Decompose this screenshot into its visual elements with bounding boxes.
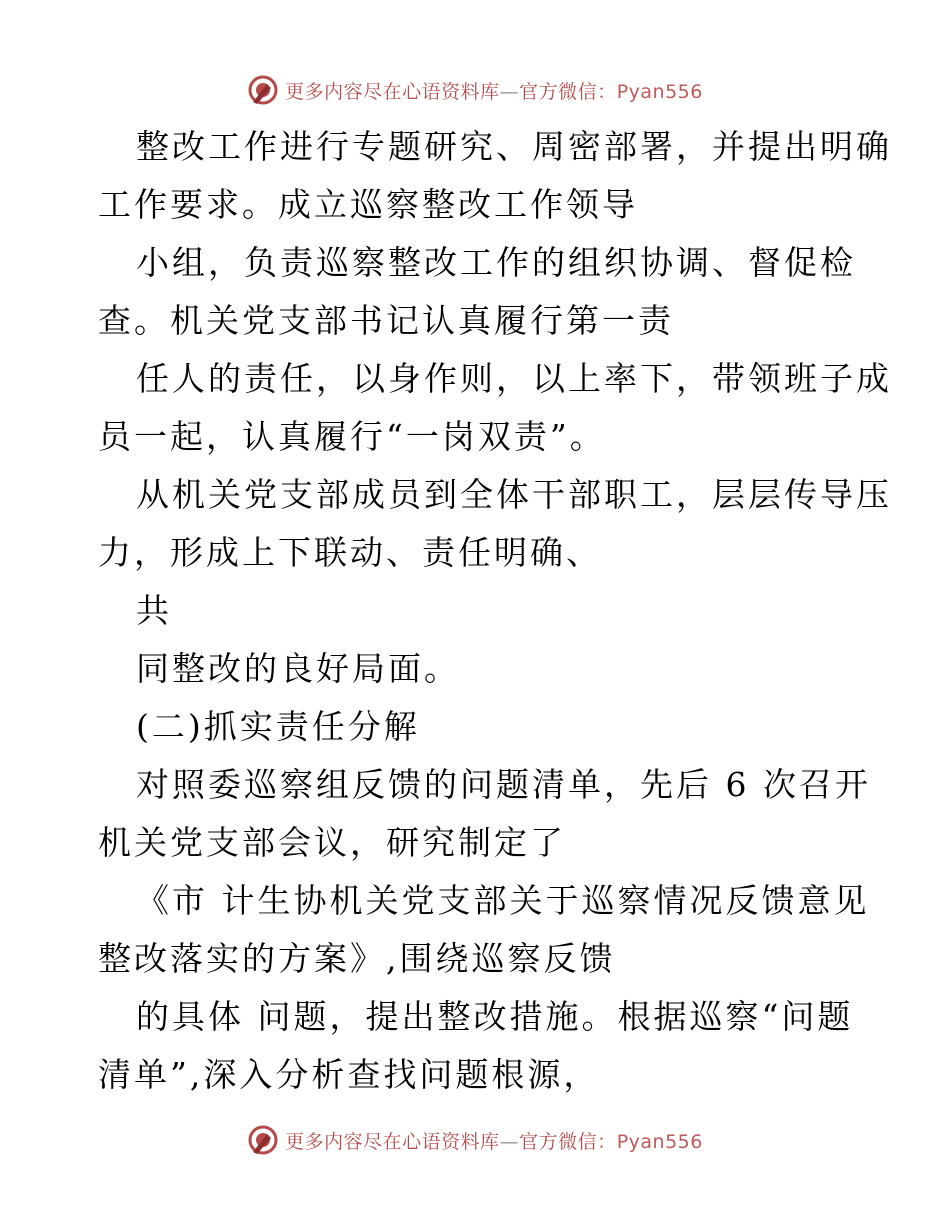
text-line: 力，形成上下联动、责任明确、 [98, 533, 602, 572]
text-line: 同整改的良好局面。 [136, 649, 460, 688]
text-line: 整改工作进行专题研究、周密部署，并提出明确 [136, 127, 892, 166]
header-watermark-banner [0, 70, 950, 110]
text-line: 对照委巡察组反馈的问题清单，先后 6 次召开 [136, 765, 871, 804]
banner-text: 更多内容尽在心语资料库—官方微信：Pyan556 [285, 80, 703, 103]
text-line: 任人的责任，以身作则，以上率下，带领班子成 [136, 359, 892, 398]
document-body [98, 118, 892, 1104]
text-line: 从机关党支部成员到全体干部职工，层层传导压 [136, 475, 892, 514]
text-line: 《市 计生协机关党支部关于巡察情况反馈意见 [136, 881, 870, 920]
footer-watermark-banner [0, 1120, 950, 1160]
text-line: 清单”,深入分析查找问题根源， [98, 1055, 600, 1094]
text-line: 小组，负责巡察整改工作的组织协调、督促检 [136, 243, 856, 282]
text-line: 员一起，认真履行“一岗双责”。 [98, 417, 606, 456]
banner-text: 更多内容尽在心语资料库—官方微信：Pyan556 [285, 1130, 703, 1153]
text-line: 查。机关党支部书记认真履行第一责 [98, 301, 674, 340]
text-line: 整改落实的方案》,围绕巡察反馈 [98, 939, 616, 978]
text-line: 机关党支部会议，研究制定了 [98, 823, 566, 862]
pen-logo-icon [247, 74, 279, 106]
text-line: (二)抓实责任分解 [136, 707, 420, 746]
text-line: 的具体 问题，提出整改措施。根据巡察“问题 [136, 997, 854, 1036]
text-line: 共 [136, 591, 172, 630]
pen-logo-icon [247, 1124, 279, 1156]
text-line: 工作要求。成立巡察整改工作领导 [98, 185, 638, 224]
